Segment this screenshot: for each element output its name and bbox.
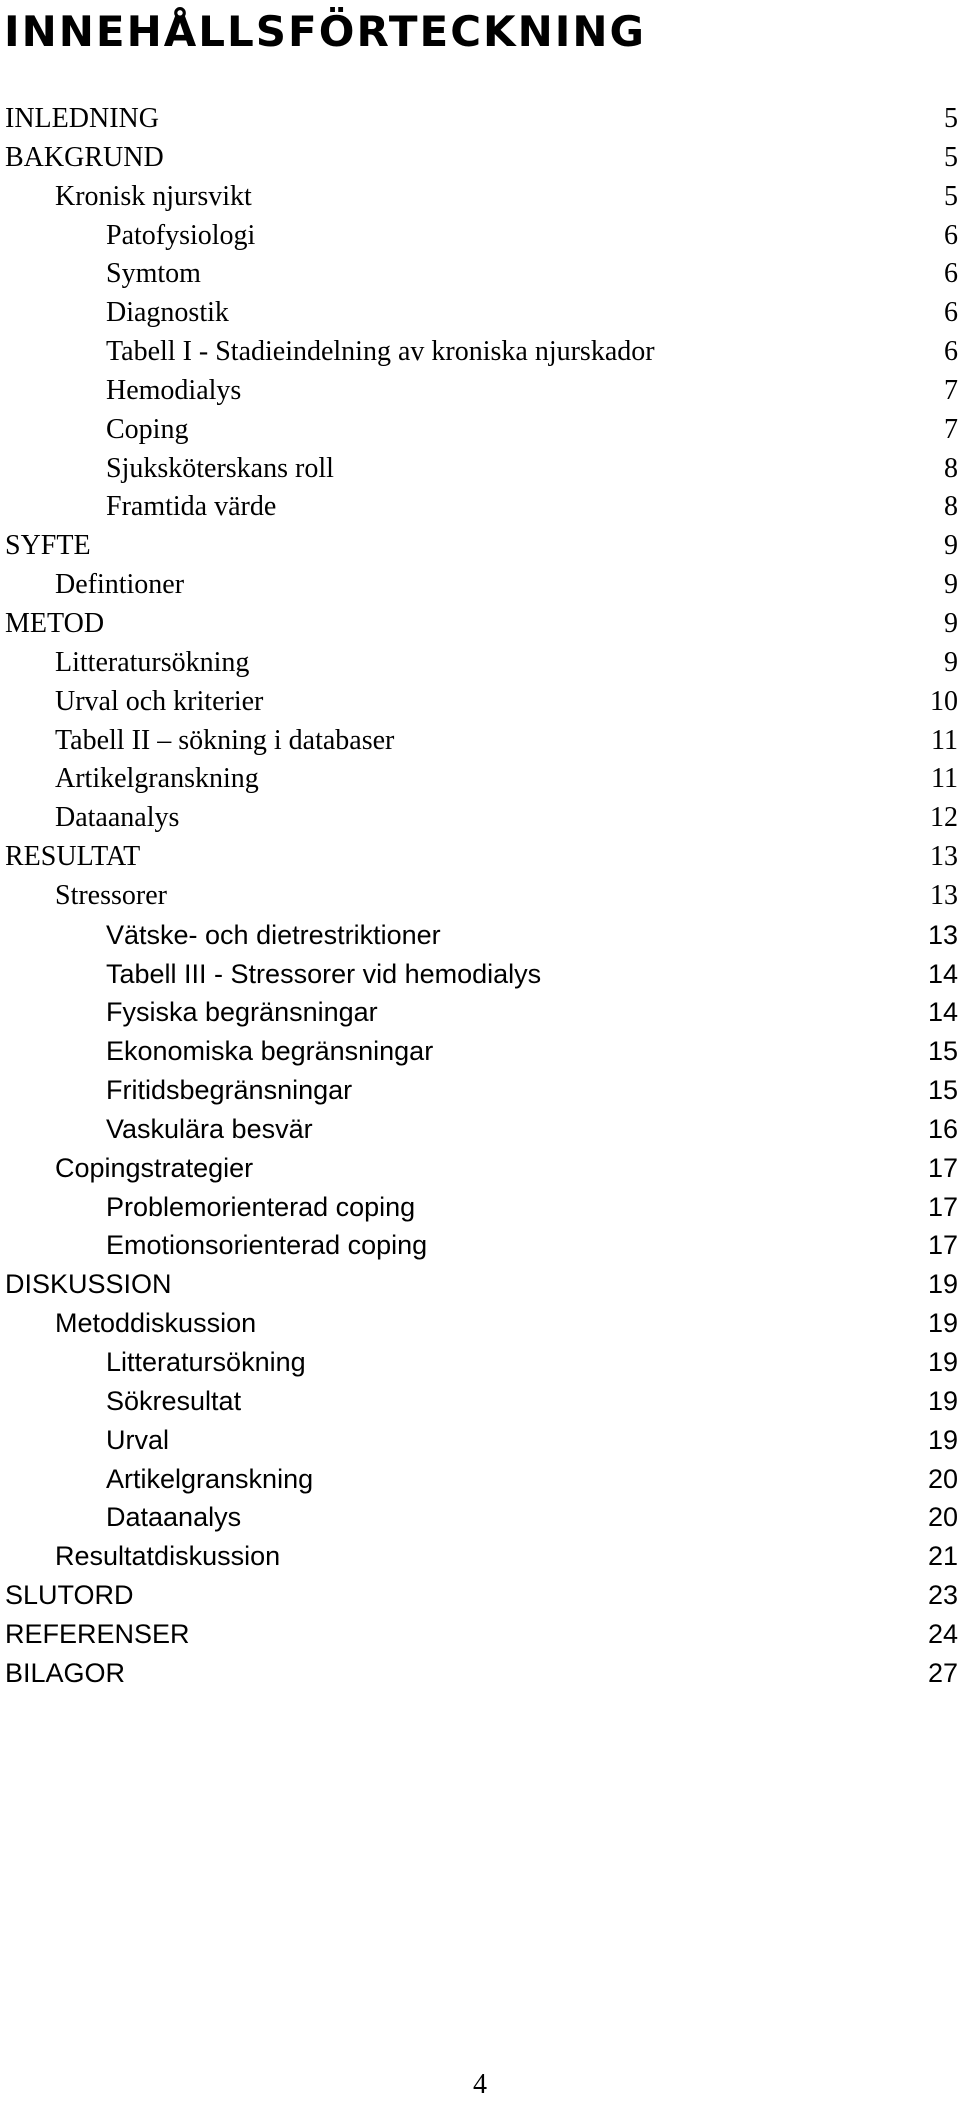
toc-entry[interactable] [0, 372, 960, 411]
toc-entry-page: 9 [944, 569, 958, 601]
toc-entry-label: Stressorer [55, 879, 167, 911]
toc-entry-page: 5 [944, 103, 958, 134]
toc-entry[interactable] [0, 1537, 960, 1576]
toc-entry-page: 23 [927, 1580, 958, 1611]
toc-entry[interactable] [0, 1265, 960, 1304]
toc-entry[interactable] [0, 722, 960, 761]
toc-entry[interactable] [0, 1304, 960, 1343]
toc-entry[interactable] [0, 683, 960, 722]
toc-entry-page: 8 [944, 491, 958, 523]
toc-entry-label: Sjuksköterskans roll [106, 452, 334, 484]
toc-entry[interactable] [0, 1460, 960, 1499]
toc-entry[interactable] [0, 1071, 960, 1110]
toc-entry-page: 9 [944, 607, 958, 639]
toc-entry-label: RESULTAT [5, 841, 141, 873]
toc-entry-page: 13 [930, 841, 958, 873]
toc-entry-label: Hemodialys [106, 374, 242, 406]
toc-entry-label: Tabell I - Stadieindelning av kroniska njurskador [106, 336, 655, 368]
toc-entry-label: Artikelgranskning [106, 1463, 314, 1494]
toc-entry-label: Coping [106, 413, 189, 445]
toc-entry[interactable] [0, 566, 960, 605]
toc-entry[interactable] [0, 217, 960, 256]
toc-entry[interactable] [0, 178, 960, 217]
toc-entry-label: SYFTE [5, 530, 91, 562]
toc-entry[interactable] [0, 1188, 960, 1227]
toc-entry-label: Copingstrategier [55, 1152, 254, 1183]
toc-entry-page: 10 [930, 685, 958, 717]
toc-entry[interactable] [0, 838, 960, 877]
toc-entry-label: Fritidsbegränsningar [106, 1075, 353, 1106]
toc-entry-page: 19 [927, 1385, 958, 1416]
toc-entry-label: Dataanalys [55, 802, 180, 834]
toc-entry[interactable] [0, 916, 960, 955]
toc-entry[interactable] [0, 255, 960, 294]
toc-entry-label: INLEDNING [5, 103, 159, 134]
toc-entry-label: REFERENSER [5, 1618, 190, 1649]
toc-entry[interactable] [0, 1498, 960, 1537]
toc-entry-page: 17 [927, 1191, 958, 1222]
toc-entry-page: 17 [927, 1152, 958, 1183]
toc-entry-page: 20 [927, 1463, 958, 1494]
toc-entry-page: 9 [944, 646, 958, 678]
toc-entry-label: SLUTORD [5, 1580, 134, 1611]
toc-entry[interactable] [0, 1226, 960, 1265]
toc-entry-page: 11 [931, 763, 958, 795]
toc-entry[interactable] [0, 1576, 960, 1615]
page-number: 4 [473, 2069, 487, 2100]
toc-entry[interactable] [0, 644, 960, 683]
toc-entry-page: 15 [927, 1036, 958, 1067]
toc-entry[interactable] [0, 1032, 960, 1071]
toc-entry-label: Urval [106, 1424, 170, 1455]
toc-entry-page: 8 [944, 452, 958, 484]
toc-entry-page: 15 [927, 1075, 958, 1106]
toc-entry-label: Defintioner [55, 569, 185, 601]
toc-entry-page: 6 [944, 297, 958, 329]
toc-entry-page: 12 [930, 802, 958, 834]
toc-entry-label: METOD [5, 607, 105, 639]
toc-entry-label: Framtida värde [106, 491, 277, 523]
toc-entry-page: 27 [927, 1657, 958, 1688]
toc-entry-page: 5 [944, 141, 958, 173]
toc-entry-label: Problemorienterad coping [106, 1191, 416, 1222]
toc-entry-label: Urval och kriterier [55, 685, 264, 717]
toc-entry[interactable] [0, 139, 960, 178]
toc-entry[interactable] [0, 527, 960, 566]
toc-entry[interactable] [0, 1615, 960, 1654]
toc-entry-label: Metoddiskussion [55, 1308, 257, 1339]
toc-entry-page: 21 [927, 1541, 958, 1572]
toc-entry-page: 24 [927, 1618, 958, 1649]
toc-entry-label: Tabell III - Stressorer vid hemodialys [106, 958, 542, 989]
toc-entry-label: Diagnostik [106, 297, 229, 329]
toc-entry[interactable] [0, 1343, 960, 1382]
toc-entry-label: Fysiska begränsningar [106, 997, 378, 1028]
toc-entry-label: DISKUSSION [5, 1269, 172, 1300]
toc-entry-label: Symtom [106, 258, 201, 290]
toc-entry-label: Sökresultat [106, 1385, 242, 1416]
toc-entry-label: BAKGRUND [5, 141, 164, 173]
toc-entry[interactable] [0, 450, 960, 489]
toc-entry[interactable] [0, 333, 960, 372]
toc-entry-page: 9 [944, 530, 958, 562]
toc-entry[interactable] [0, 955, 960, 994]
toc-entry-page: 6 [944, 258, 958, 290]
toc-entry-label: Vaskulära besvär [106, 1113, 313, 1144]
toc-entry[interactable] [0, 760, 960, 799]
toc-entry-page: 19 [927, 1424, 958, 1455]
toc-entry-label: Dataanalys [106, 1502, 242, 1533]
toc-entry[interactable] [0, 993, 960, 1032]
page-title: INNEHÅLLSFÖRTECKNING [4, 7, 647, 56]
toc-entry-label: Artikelgranskning [55, 763, 259, 795]
toc-entry[interactable] [0, 1654, 960, 1693]
toc-entry[interactable] [0, 100, 960, 139]
toc-entry-page: 7 [944, 413, 958, 445]
toc-entry-page: 14 [927, 997, 958, 1028]
toc-entry-page: 17 [927, 1230, 958, 1261]
toc-entry-label: Tabell II – sökning i databaser [55, 724, 395, 756]
toc-entry-label: Kronisk njursvikt [55, 180, 252, 212]
toc-entry-page: 11 [931, 724, 958, 756]
toc-entry-page: 6 [944, 336, 958, 368]
toc-entry-label: Patofysiologi [106, 219, 256, 251]
toc-entry-page: 14 [927, 958, 958, 989]
toc-entry-page: 6 [944, 219, 958, 251]
toc-entry[interactable] [0, 411, 960, 450]
toc-entry-page: 13 [930, 879, 958, 911]
toc-entry-label: Ekonomiska begränsningar [106, 1036, 434, 1067]
toc-entry-label: Litteratursökning [55, 646, 250, 678]
toc-entry[interactable] [0, 488, 960, 527]
toc-entry[interactable] [0, 1382, 960, 1421]
toc-entry-page: 5 [944, 180, 958, 212]
toc-entry-page: 19 [927, 1347, 958, 1377]
toc-entry-page: 19 [927, 1269, 958, 1300]
toc-entry-label: BILAGOR [5, 1657, 126, 1688]
toc-entry[interactable] [0, 1421, 960, 1460]
toc-entry-label: Vätske- och dietrestriktioner [106, 919, 441, 950]
toc-entry-label: Litteratursökning [106, 1347, 306, 1377]
table-of-contents [0, 100, 960, 1693]
toc-entry[interactable] [0, 294, 960, 333]
toc-entry-label: Resultatdiskussion [55, 1541, 281, 1572]
toc-entry-page: 13 [927, 919, 958, 950]
toc-entry-label: Emotionsorienterad coping [106, 1230, 428, 1261]
toc-entry[interactable] [0, 877, 960, 916]
toc-entry[interactable] [0, 1149, 960, 1188]
toc-entry[interactable] [0, 799, 960, 838]
toc-entry-page: 20 [927, 1502, 958, 1533]
toc-entry-page: 19 [927, 1308, 958, 1339]
toc-entry-page: 7 [944, 374, 958, 406]
toc-entry[interactable] [0, 605, 960, 644]
toc-entry-page: 16 [927, 1113, 958, 1144]
toc-entry[interactable] [0, 1110, 960, 1149]
